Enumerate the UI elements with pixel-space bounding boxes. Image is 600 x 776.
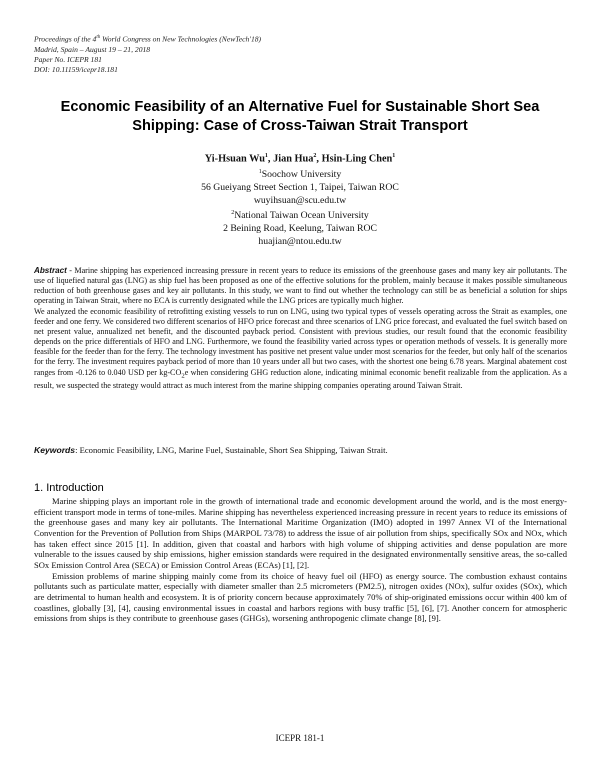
affiliation-1-email: wuyihsuan@scu.edu.tw <box>253 194 347 206</box>
body-paragraph-1: Marine shipping plays an important role in the growth of international trade and economic development around the world, and is the most energy-efficient transport mode in terms of tone-miles. Marine shipping has nevertheless experienced increasing pressure in recent years to reduce its emissions of the greenhouse gases and many key air pollutants. The International Maritime Organization (IMO) adopted in 1997 Annex VI of the International Convention for the Prevention of Pollution from Ships (MARPOL 73/78) to address the issue of air pollution from ships, specifically SOx and NOx, which has taken effect since 2015 [1]. In addition, given that coastal and harbors with high volume of shipping activities and dense population are more vulnerable to the issues caused by ship emissions, higher emission standards were required in the designated environmentally sensitive areas, the so-called SOx Emission Control Area (SECA) or Emission Control Areas (ECAs) [1], [2]. <box>34 496 567 570</box>
keywords-label: Keywords <box>34 445 76 455</box>
header-line-2: Madrid, Spain – August 19 – 21, 2018 <box>34 44 151 54</box>
keywords-line: Keywords: Economic Feasibility, LNG, Marine Fuel, Sustainable, Short Sea Shipping, Taiwan Strait. <box>34 445 388 455</box>
abstract-block <box>34 266 567 391</box>
author-block <box>60 150 540 249</box>
section-heading-introduction: 1. Introduction <box>34 482 104 494</box>
affiliation-2-address: 2 Beining Road, Keelung, Taiwan ROC <box>223 223 377 235</box>
abstract-label: Abstract <box>34 266 67 275</box>
title-line-2: Shipping: Case of Cross-Taiwan Strait Transport <box>132 118 468 134</box>
introduction-body <box>34 496 567 624</box>
affiliation-1-address: 56 Gueiyang Street Section 1, Taipei, Taiwan ROC <box>201 182 399 194</box>
paper-title <box>40 98 560 136</box>
affiliation-2-name: $^2$National Taiwan Ocean University <box>231 210 369 222</box>
abstract-paragraph-2: We analyzed the economic feasibility of retrofitting existing vessels to run on LNG, using two typical types of vessels operating across the Strait as examples, one feeder and one ferry. We considered two different scenarios of HFO price forecast and three scenarios of LNG price forecast, and evaluated the fuel switch based on net present value, annualized net benefit, and the discounted payback period. Consistent with previous studies, our result found that the economic feasibility depends on the price differentials of HFO and LNG. Furthermore, we found the feasibility varied across types or operation methods of vessels. It is generally more feasible for the feeder than for the ferry. The technology investment has positive net present value under most scenarios for the feeder, but only half of the scenarios for the ferry. The investment requires payback period of more than 10 years under all but two cases, with the shortest one being 6.78 years. Marginal abatement cost ranges from -0.126 to 0.040 USD per $kg-CO_2e$ when considering GHG reduction alone, indicating minimal economic benefit realizable from the application. As a result, we suspected the strategy would attract as much interest from the marine shipping companies operating around Taiwan Strait. <box>34 306 568 391</box>
body-paragraph-2: Emission problems of marine shipping mainly come from its choice of heavy fuel oil (HFO) as energy source. The combustion exhaust contains pollutants such as particulate matter, especially with diameter smaller than 2.5 micrometers (PM2.5), nitrogen oxides (NOx), sulfur oxides (SOx), which are detrimental to human health and ecosystem. It is of priority concern because approximately 70% of ship-originated emissions occur within 400 km of coastlines, globally [3], [4], causing environmental issues in coastal and harbors regions with busy traffic [5], [6], [7]. Another concern for atmospheric emissions from ships is they contribute to greenhouse gases (GHGs), worsening anthropogenic climate change [8], [9]. <box>34 570 567 624</box>
proceedings-header <box>34 33 434 75</box>
affiliation-2-email: huajian@ntou.edu.tw <box>258 236 342 248</box>
header-doi: DOI: 10.11159/icepr18.181 <box>34 65 118 75</box>
title-line-1: Economic Feasibility of an Alternative Fuel for Sustainable Short Sea <box>60 99 540 115</box>
header-line-3: Paper No. ICEPR 181 <box>34 54 102 64</box>
abstract-paragraph-1: Abstract - Marine shipping has experienced increasing pressure in recent years to reduce its emissions of the greenhouse gases and many key air pollutants. The use of liquefied natural gas (LNG) as ship fuel has been proposed as one of the effective solutions for the problem, mainly because it makes possible simultaneous reduction of both greenhouse gases and key air pollutants. In this study, we want to find out whether the technology can still be as beneficial a solution for ships operating in Taiwan Strait, where no ECA is currently designated while the LNG prices are typically much higher. <box>34 266 567 306</box>
author-names: Yi-Hsuan Wu$^1$, Jian Hua$^2$, Hsin-Ling Chen$^1$ <box>204 153 396 165</box>
header-line-1: Proceedings of the 4th World Congress on New Technologies (NewTech'18) <box>34 34 262 44</box>
affiliation-1-name: $^1$Soochow University <box>258 169 342 181</box>
page-footer: ICEPR 181-1 <box>275 733 325 743</box>
